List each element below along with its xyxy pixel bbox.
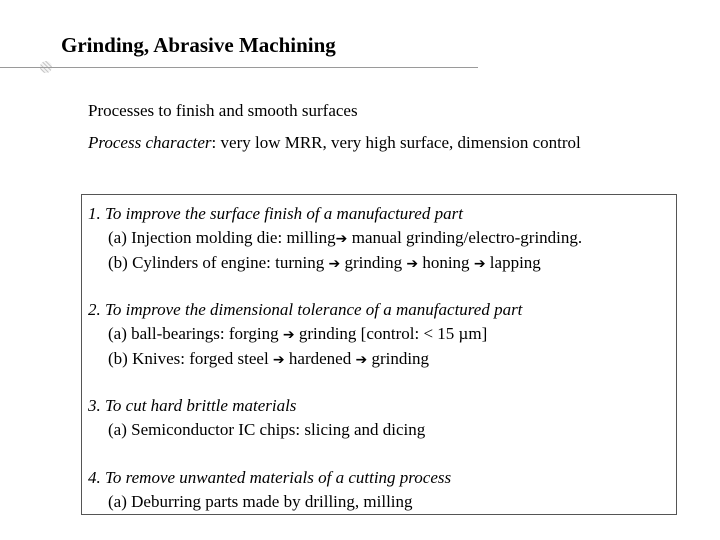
process-character-text: : very low MRR, very high surface, dimension control <box>211 133 581 152</box>
purpose-heading: 2. To improve the dimensional tolerance of a manufactured part <box>88 300 523 319</box>
example-line <box>108 322 522 347</box>
intro-line: Processes to finish and smooth surfaces <box>88 101 358 120</box>
purpose-item <box>82 202 582 276</box>
example-segment: grinding <box>340 253 407 272</box>
purposes-box <box>81 194 677 515</box>
example-segment: (a) ball-bearings: forging <box>108 324 283 343</box>
example-segment: honing <box>418 253 474 272</box>
right-arrow-icon: ➔ <box>328 256 341 272</box>
example-segment: (a) Deburring parts made by drilling, milling <box>108 492 413 511</box>
title-underline <box>0 67 478 68</box>
example-line <box>108 418 425 442</box>
example-segment: (a) Semiconductor IC chips: slicing and dicing <box>108 420 426 439</box>
example-segment: hardened <box>284 349 356 368</box>
example-segment: lapping <box>485 253 541 272</box>
example-segment: (b) Cylinders of engine: turning <box>108 253 329 272</box>
example-segment: grinding <box>367 349 430 368</box>
example-line <box>108 347 522 372</box>
example-segment: grinding [control: < 15 µm] <box>294 324 488 343</box>
right-arrow-icon: ➔ <box>406 256 419 272</box>
right-arrow-icon: ➔ <box>272 352 285 368</box>
example-segment: manual grinding/electro-grinding. <box>351 228 583 247</box>
process-character-label: Process character <box>88 133 212 152</box>
purpose-item <box>82 394 425 442</box>
example-line <box>108 226 582 251</box>
right-arrow-icon: ➔ <box>282 327 295 343</box>
example-segment: (b) Knives: forged steel <box>108 349 273 368</box>
purpose-item <box>82 298 522 372</box>
purpose-heading: 3. To cut hard brittle materials <box>88 396 297 415</box>
right-arrow-icon: ➔ <box>473 256 486 272</box>
process-character-line <box>88 133 581 153</box>
right-arrow-icon: ➔ <box>335 231 352 247</box>
right-arrow-icon: ➔ <box>355 352 368 368</box>
purpose-heading: 4. To remove unwanted materials of a cutting process <box>88 468 452 487</box>
purpose-item <box>82 466 451 514</box>
example-segment: (a) Injection molding die: milling <box>108 228 336 247</box>
slide-title: Grinding, Abrasive Machining <box>61 33 336 57</box>
example-line <box>108 490 451 514</box>
purpose-heading: 1. To improve the surface finish of a manufactured part <box>88 204 463 223</box>
example-line <box>108 251 582 276</box>
